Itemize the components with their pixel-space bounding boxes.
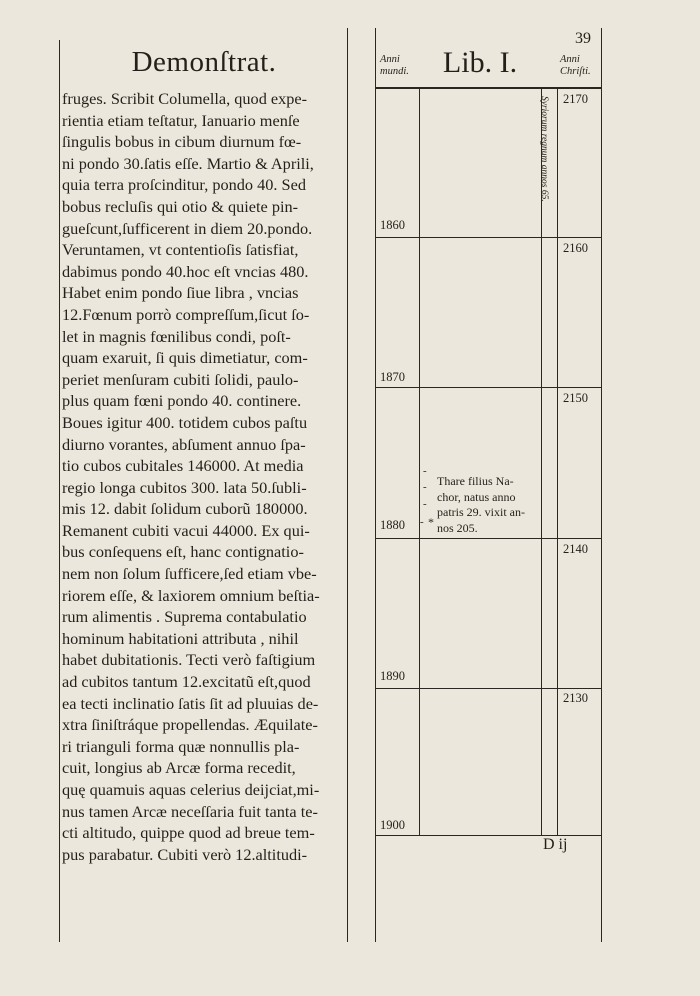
year-mundi: 1880 [380,518,405,532]
body-text-line: rientia etiam teſtatur, Ianuario menſe [62,110,300,130]
header-anni-christi-line: Anni [560,54,580,65]
header-anni-mundi-line: mundi. [380,66,409,77]
body-text-line: nem non ſolum ſufficere,ſed etiam vbe- [62,564,317,584]
body-text-line: habet dubitationis. Tecti verò faſtigium [62,650,316,670]
body-text-line: ni pondo 30.ſatis eſſe. Martio & Aprili, [62,153,314,173]
dash-mark: - [423,481,427,493]
note-line: patris 29. vixit an- [437,505,525,519]
year-mundi: 1860 [380,218,405,232]
body-text-line: periet menſuram cubiti ſolidi, paulo- [62,369,299,389]
body-text-line: Boues igitur 400. totidem cubos paſtu [62,412,308,432]
note-line: nos 205. [437,520,478,535]
note-line: Thare filius Na- [437,474,514,488]
body-text-line: cti altitudo, quippe quod ad breue tem- [62,823,315,843]
table-header-rule [375,87,602,89]
year-christi: 2130 [563,691,588,705]
header-anni-mundi-line: Anni [380,54,400,65]
body-text-line: tio cubos cubitales 146000. At media [62,456,304,476]
body-text-line: quę quamuis aquas celerius deijciat,mi- [62,780,320,799]
body-text-line: ſingulis bobus in cibum diurnum fœ- [62,132,302,152]
header-anni-christi [560,54,591,78]
body-text-line: let in magnis fœnilibus condi, poſt- [62,326,291,346]
year-christi: 2150 [563,391,588,405]
row-rule [375,538,602,539]
header-anni-christi-line: Chriſti. [560,66,591,77]
body-text-line: cuit, longius ab Arcæ forma recedit, [62,758,296,778]
year-christi: 2140 [563,542,588,556]
signature-mark: D ij [543,836,568,853]
header-anni-mundi [380,54,409,78]
body-text-line: xtra ſiniſtráque propellendas. Æquilate- [62,715,318,735]
body-text-line: nus tamen Arcæ neceſſaria fuit tanta te- [62,801,318,821]
table-left-rule [375,28,376,942]
body-text-line: ea tecti inclinatio ſatis ſit ad pluuias de- [62,693,319,713]
table-right-rule [601,28,602,942]
body-text-line: Veruntamen, vt contentioſis ſatisfiat, [62,240,299,260]
body-text-line: dabimus pondo 40.hoc eſt vncias 480. [62,261,309,281]
body-text-line: diurno vorantes, abſument annuo ſpa- [62,434,306,454]
dash-mark: - [423,498,427,510]
body-text-line: quia terra proſcinditur, pondo 40. Sed [62,175,306,195]
body-text-line: riorem eſſe, & laxiorem omnium beſtia- [62,585,320,605]
body-text-line: fruges. Scribit Columella, quod expe- [62,89,308,108]
body-text-line: 12.Fœnum porrò compreſſum,ſicut ſo- [62,304,310,324]
dash-mark: - [423,465,427,477]
body-text-line: Habet enim pondo ſiue libra , vncias [62,283,299,303]
body-text-line: bobus recluſis qui otio & quiete pin- [62,196,299,216]
year-christi: 2160 [563,241,588,255]
column-rule-christi [557,88,558,835]
row-rule [375,387,602,388]
body-text-line: quam exaruit, ſi quis dimetiatur, com- [62,348,308,368]
left-page-title: Demonſtrat. [131,46,277,78]
body-text-line: rum alimentis . Suprema contabulatio [62,607,307,627]
body-text-line: plus quam fœni pondo 40. continere. [62,391,302,411]
body-text-line: pus parabatur. Cubiti verò 12.altitudi- [62,844,308,864]
body-text-line: bus conſequens eſt, hanc contignatio- [62,542,304,562]
body-text-line: Remanent cubiti vacui 44000. Ex qui- [62,520,310,540]
row-rule [375,688,602,689]
year-mundi: 1870 [380,370,405,384]
body-text-line: hominum habitationi attributa , nihil [62,628,299,648]
body-text-line: regio longa cubitos 300. lata 50.ſubli- [62,477,307,497]
asterisk-mark: * [428,515,434,529]
row-rule [375,835,602,836]
body-text-line: ri trianguli forma quæ nonnullis pla- [62,736,300,756]
year-mundi: 1890 [380,669,405,683]
left-gutter-rule [347,28,348,942]
body-text-line: gueſcunt,ſufficerent in diem 20.pondo. [62,218,313,238]
body-text-line: mis 12. dabit ſolidum cuborũ 180000. [62,499,308,519]
year-christi: 2170 [563,92,588,106]
body-text-line: ad cubitos tantum 12.excitatũ eſt,quod [62,672,311,692]
thare-note [437,474,525,536]
left-margin-rule [59,40,60,942]
right-page-title: Lib. I. [442,46,518,79]
column-rule-mundi [419,88,420,835]
left-body-text [62,88,346,865]
year-mundi: 1900 [380,818,405,832]
dash-mark: - [420,516,424,528]
page-number: 39 [575,30,591,47]
rotated-note: Syriorum regnum annos 65. [539,96,549,202]
row-rule [375,237,602,238]
note-line: chor, natus anno [437,489,516,504]
